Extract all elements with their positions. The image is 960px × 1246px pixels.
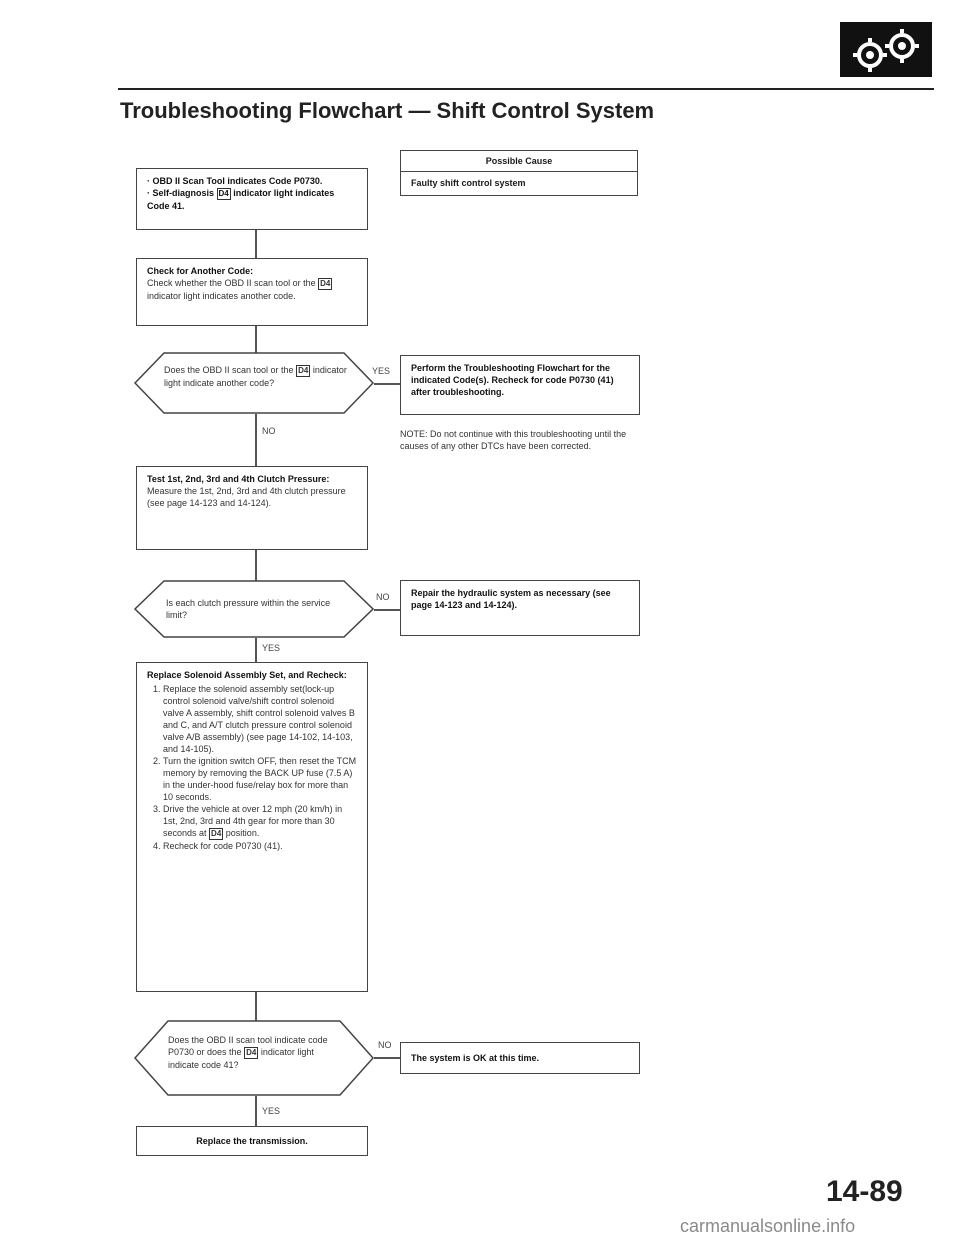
decision-other-code-text-b: indicator light indicate another code? (164, 365, 347, 388)
check-code-body-a: Check whether the OBD II scan tool or the (147, 278, 316, 288)
replace-transmission-box (136, 1126, 368, 1156)
repair-hydraulic-text: Repair the hydraulic system as necessary (see page 14-123 and 14-124). (411, 588, 611, 610)
no-label: NO (262, 426, 276, 436)
yes-label: YES (262, 643, 281, 653)
connector (255, 1096, 257, 1126)
solenoid-step-3 (163, 803, 357, 840)
possible-cause-item: Faulty shift control system (411, 178, 526, 188)
perform-flowchart-box (400, 355, 640, 415)
solenoid-step-2: 2. Turn the ignition switch OFF, then reset the TCM memory by removing the BACK UP fuse (7.5 A) in the under-hood fuse/relay box for more than 10 seconds. (163, 755, 357, 803)
check-code-body-b: indicator light indicates another code. (147, 291, 296, 301)
d4-indicator: D4 (298, 366, 309, 375)
possible-cause-heading: Possible Cause (401, 151, 637, 172)
test-clutch-box (136, 466, 368, 550)
d4-indicator: D4 (218, 189, 229, 198)
test-clutch-body: Measure the 1st, 2nd, 3rd and 4th clutch pressure (see page 14-123 and 14-124). (147, 486, 346, 508)
check-code-box (136, 258, 368, 326)
solenoid-step-3b: position. (225, 828, 260, 838)
no-label: NO (378, 1040, 392, 1050)
yes-label: YES (372, 366, 391, 376)
solenoid-step-3a: Drive the vehicle at over 12 mph (20 km/h) in 1st, 2nd, 3rd and 4th gear for more than 30 seconds at (163, 804, 343, 838)
decision-pressure-text: Is each clutch pressure within the service limit? (166, 598, 331, 620)
repair-hydraulic-box (400, 580, 640, 636)
solenoid-step-1: 1. Replace the solenoid assembly set(lock-up control solenoid valve/shift control solenoid valve A assembly, shift control solenoid valves B and C, and A/T clutch pressure control solenoid valve A/B assembly) (see page 14-102, 14-103, and 14-105). (163, 683, 357, 755)
note: NOTE: Do not continue with this troubleshooting until the causes of any other DTCs have been corrected. (400, 429, 627, 451)
start-line-2b: indicator light indicates Code 41. (147, 188, 335, 211)
connector (255, 230, 257, 258)
connector (255, 638, 257, 662)
page-number: 14-89 (826, 1175, 903, 1208)
connector (374, 1057, 400, 1059)
d4-indicator: D4 (211, 829, 222, 838)
page-title: Troubleshooting Flowchart — Shift Control System (120, 98, 655, 123)
start-box (136, 168, 368, 230)
gear-icon (840, 22, 932, 77)
system-ok-box (400, 1042, 640, 1074)
connector (255, 992, 257, 1022)
perform-flowchart-text: Perform the Troubleshooting Flowchart for the indicated Code(s). Recheck for code P0730 (41) after troubleshooting. (411, 363, 614, 397)
replace-solenoid-box (136, 662, 368, 992)
d4-indicator: D4 (246, 1048, 257, 1057)
connector (255, 326, 257, 354)
decision-other-code-text-a: Does the OBD II scan tool or the (164, 365, 294, 375)
decision-recheck-text-b: indicator light indicate code 41? (168, 1047, 314, 1070)
test-clutch-title: Test 1st, 2nd, 3rd and 4th Clutch Pressure: (147, 474, 330, 484)
connector (374, 609, 400, 611)
yes-label: YES (262, 1106, 281, 1116)
connector (255, 550, 257, 582)
solenoid-step-4: 4. Recheck for code P0730 (41). (163, 840, 357, 852)
possible-cause-table (400, 150, 638, 196)
check-code-title: Check for Another Code: (147, 266, 254, 276)
connector (374, 383, 400, 385)
no-label: NO (376, 592, 390, 602)
start-line-1: · OBD II Scan Tool indicates Code P0730. (147, 176, 323, 186)
system-ok-text: The system is OK at this time. (411, 1053, 540, 1063)
decision-other-code (164, 364, 348, 389)
replace-solenoid-title: Replace Solenoid Assembly Set, and Recheck: (147, 670, 347, 680)
start-line-2a: · Self-diagnosis (147, 188, 215, 198)
decision-recheck-text-a: Does the OBD II scan tool indicate code P0730 or does the (168, 1035, 328, 1057)
watermark: carmanualsonline.info (680, 1216, 856, 1236)
connector (255, 414, 257, 466)
header-rule (118, 88, 934, 90)
decision-recheck (168, 1034, 344, 1071)
replace-transmission-text: Replace the transmission. (196, 1136, 308, 1146)
d4-indicator: D4 (320, 279, 331, 288)
